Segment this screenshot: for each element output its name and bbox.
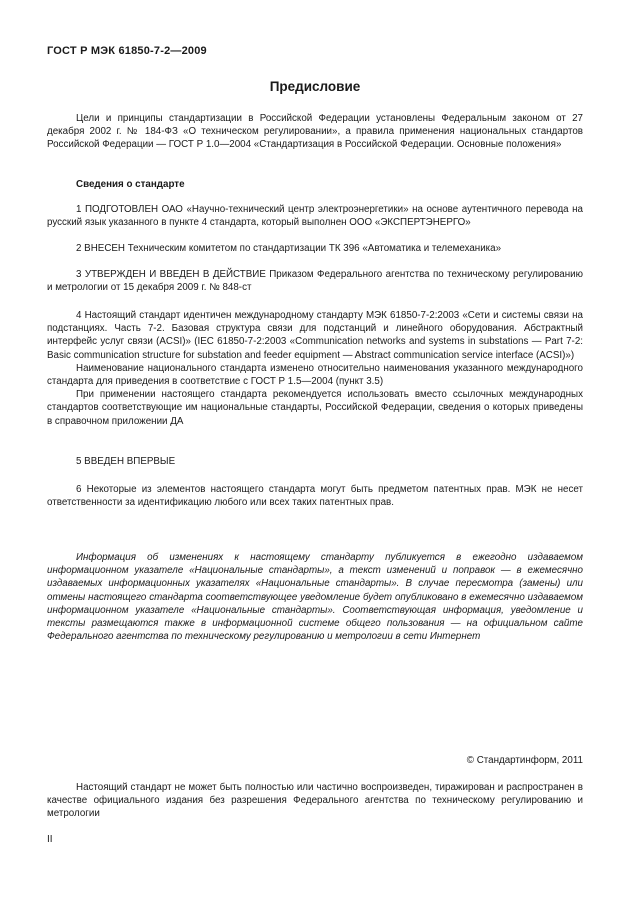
- item-1: 1 ПОДГОТОВЛЕН ОАО «Научно-технический центр электроэнергетики» на основе аутентичного перевода на русский язык указанного в пункте 4 стандарта, который выполнен ООО «ЭКСПЕРТЭНЕРГО»: [47, 204, 583, 229]
- item-5: 5 ВВЕДЕН ВПЕРВЫЕ: [76, 456, 176, 467]
- about-heading-block: [47, 178, 583, 191]
- about-heading: Сведения о стандарте: [76, 179, 185, 190]
- standard-code-header: ГОСТ Р МЭК 61850-7-2—2009: [47, 45, 207, 57]
- page-title: Предисловие: [269, 79, 361, 94]
- item-4-name-change: Наименование национального стандарта изменено относительно наименования указанного международного стандарта для приведения в соответствие с ГОСТ Р 1.5—2004 (пункт 3.5): [47, 362, 583, 388]
- copyright: © Стандартинформ, 2011: [466, 755, 583, 766]
- item-3: 3 УТВЕРЖДЕН И ВВЕДЕН В ДЕЙСТВИЕ Приказом Федерального агентства по техническому регулированию и метрологии от 15 декабря 2009 г. № 848-ст: [47, 269, 583, 294]
- item-4-references: При применении настоящего стандарта рекомендуется использовать вместо ссылочных международных стандартов соответствующие им национальные стандарты, Российской Федерации, сведения о которых приведены в справочном приложении ДА: [47, 389, 583, 427]
- changes-notice: Информация об изменениях к настоящему стандарту публикуется в ежегодно издаваемом информационном указателе «Национальные стандарты», а текст изменений и поправок — в ежемесячно издаваемых информационных указателях «Национальные стандарты». В случае пересмотра (замены) или отмены настоящего стандарта соответствующее уведомление будет опубликовано в ежемесячно издаваемом информационном указателе «Национальные стандарты». Соответствующая информация, уведомление и тексты размещаются также в информационной системе общего пользования — на официальном сайте Федерального агентства по техническому регулированию и метрологии в сети Интернет: [47, 552, 583, 643]
- rights-paragraph: Настоящий стандарт не может быть полностью или частично воспроизведен, тиражирован и распространен в качестве официального издания без разрешения Федерального агентства по техническому регулированию и метрологии: [47, 782, 583, 820]
- item-4-text: 4 Настоящий стандарт идентичен международному стандарту МЭК 61850-7-2:2003 «Сети и системы связи на подстанциях. Часть 7-2. Базовая структура связи для подстанций и линейного оборудования. Абстрактный интерфейс услуг связи (ACSI)» (IEC 61850-7-2:2003 «Communication networks and systems in substations — Part 7-2: Basic communication structure for substation and feeder equipment — Abstract communication service interface (ACSI)»): [47, 310, 583, 361]
- page-number: II: [47, 834, 53, 845]
- item-2: 2 ВНЕСЕН Техническим комитетом по стандартизации ТК 396 «Автоматика и телемеханика»: [76, 243, 502, 254]
- item-4: [47, 309, 583, 428]
- item-6: 6 Некоторые из элементов настоящего стандарта могут быть предметом патентных прав. МЭК не несет ответственности за идентификацию любого или всех таких патентных прав.: [47, 484, 583, 509]
- intro-paragraph: Цели и принципы стандартизации в Российской Федерации установлены Федеральным законом от 27 декабря 2002 г. № 184-ФЗ «О техническом регулировании», а правила применения национальных стандартов Российской Федерации — ГОСТ Р 1.0—2004 «Стандартизация в Российской Федерации. Основные положения»: [47, 113, 583, 151]
